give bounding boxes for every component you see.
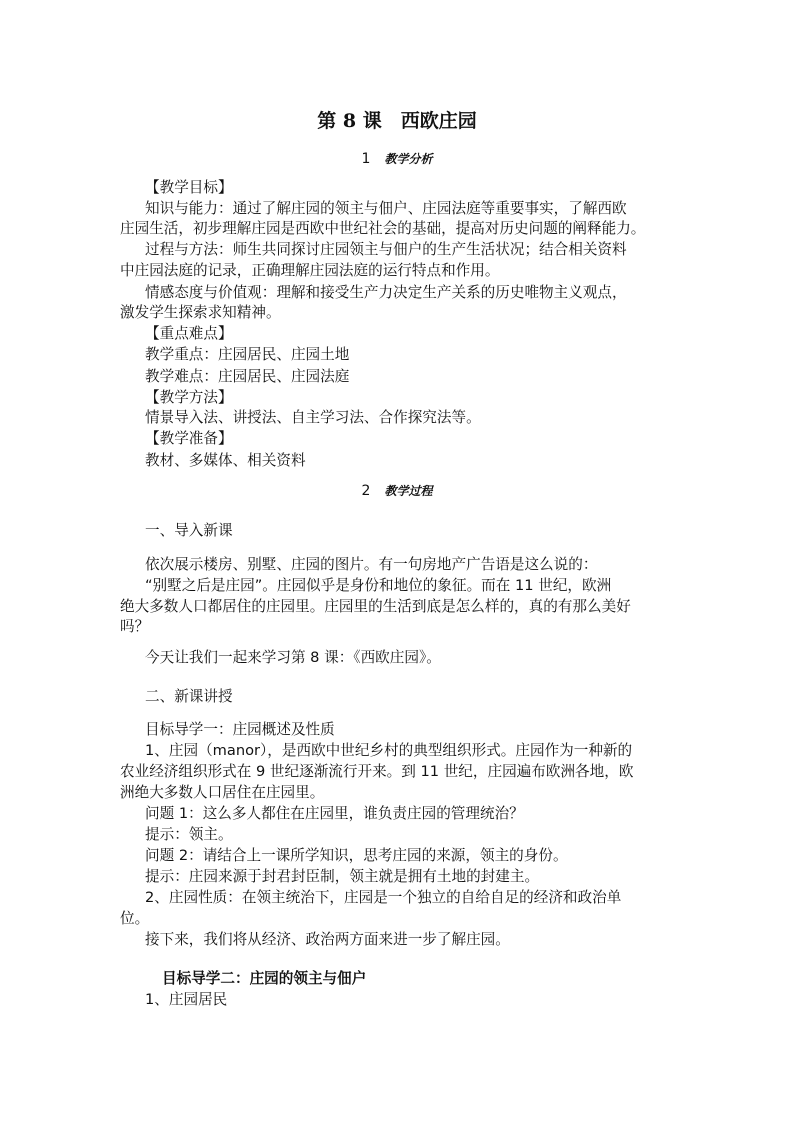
section-label: 教学过程 xyxy=(384,484,433,498)
paragraph-line: 接下来，我们将从经济、政治两方面来进一步了解庄园。 xyxy=(145,931,510,948)
paragraph-line: 1、庄园（manor），是西欧中世纪乡村的典型组织形式。庄园作为一种新的 xyxy=(145,742,633,759)
paragraph-line: 提示：庄园来源于封君封臣制，领主就是拥有土地的封建主。 xyxy=(145,868,540,885)
section-number: 1 xyxy=(361,151,371,167)
paragraph-line: 情感态度与价值观：理解和接受生产力决定生产关系的历史唯物主义观点， xyxy=(145,284,627,301)
section-heading-analysis xyxy=(0,150,794,167)
bracket-heading: 【教学方法】 xyxy=(145,389,233,406)
paragraph-line: 绝大多数人口都居住的庄园里。庄园里的生活到底是怎么样的，真的有那么美好 xyxy=(120,598,631,615)
paragraph-line: 提示：领主。 xyxy=(145,826,233,843)
page-title: 第 8 课 西欧庄园 xyxy=(317,110,477,132)
paragraph-line: 知识与能力：通过了解庄园的领主与佃户、庄园法庭等重要事实，了解西欧 xyxy=(145,200,627,217)
section-number: 2 xyxy=(361,483,371,499)
paragraph-line: 激发学生探索求知精神。 xyxy=(120,304,281,321)
paragraph-line: 庄园生活，初步理解庄园是西欧中世纪社会的基础，提高对历史问题的阐释能力。 xyxy=(120,220,646,237)
paragraph-line: 农业经济组织形式在 9 世纪逐渐流行开来。到 11 世纪，庄园遍布欧洲各地，欧 xyxy=(120,763,634,780)
paragraph-line: 问题 1：这么多人都住在庄园里，谁负责庄园的管理统治？ xyxy=(145,805,524,822)
bracket-heading: 【教学准备】 xyxy=(145,430,233,447)
bracket-heading: 【教学目标】 xyxy=(145,179,233,196)
paragraph-line: 位。 xyxy=(120,910,150,927)
paragraph-line: 洲绝大多数人口居住在庄园里。 xyxy=(120,784,325,801)
paragraph-line: 1、庄园居民 xyxy=(145,991,228,1008)
paragraph-line: 教学重点：庄园居民、庄园土地 xyxy=(145,346,350,363)
subheading: 一、导入新课 xyxy=(145,522,233,539)
bracket-heading: 【重点难点】 xyxy=(145,325,233,342)
paragraph-line: 依次展示楼房、别墅、庄园的图片。有一句房地产广告语是这么说的： xyxy=(145,556,598,573)
paragraph-line: 情景导入法、讲授法、自主学习法、合作探究法等。 xyxy=(145,409,481,426)
subheading: 二、新课讲授 xyxy=(145,688,233,705)
paragraph-line: 吗？ xyxy=(120,618,150,635)
paragraph-line: 2、庄园性质：在领主统治下，庄园是一个独立的自给自足的经济和政治单 xyxy=(145,889,622,906)
section-heading-process xyxy=(0,482,794,499)
subheading: 目标导学一：庄园概述及性质 xyxy=(145,721,335,738)
paragraph-line: 教学难点：庄园居民、庄园法庭 xyxy=(145,368,350,385)
paragraph-line: 过程与方法：师生共同探讨庄园领主与佃户的生产生活状况；结合相关资料 xyxy=(145,241,627,258)
section-label: 教学分析 xyxy=(384,152,433,166)
paragraph-line: 今天让我们一起来学习第 8 课：《西欧庄园》。 xyxy=(145,649,441,666)
paragraph-line: “别墅之后是庄园”。庄园似乎是身份和地位的象征。而在 11 世纪，欧洲 xyxy=(145,577,612,594)
subheading-bold: 目标导学二：庄园的领主与佃户 xyxy=(162,970,367,987)
paragraph-line: 教材、多媒体、相关资料 xyxy=(145,452,306,469)
paragraph-line: 中庄园法庭的记录，正确理解庄园法庭的运行特点和作用。 xyxy=(120,262,500,279)
paragraph-line: 问题 2：请结合上一课所学知识，思考庄园的来源，领主的身份。 xyxy=(145,847,568,864)
